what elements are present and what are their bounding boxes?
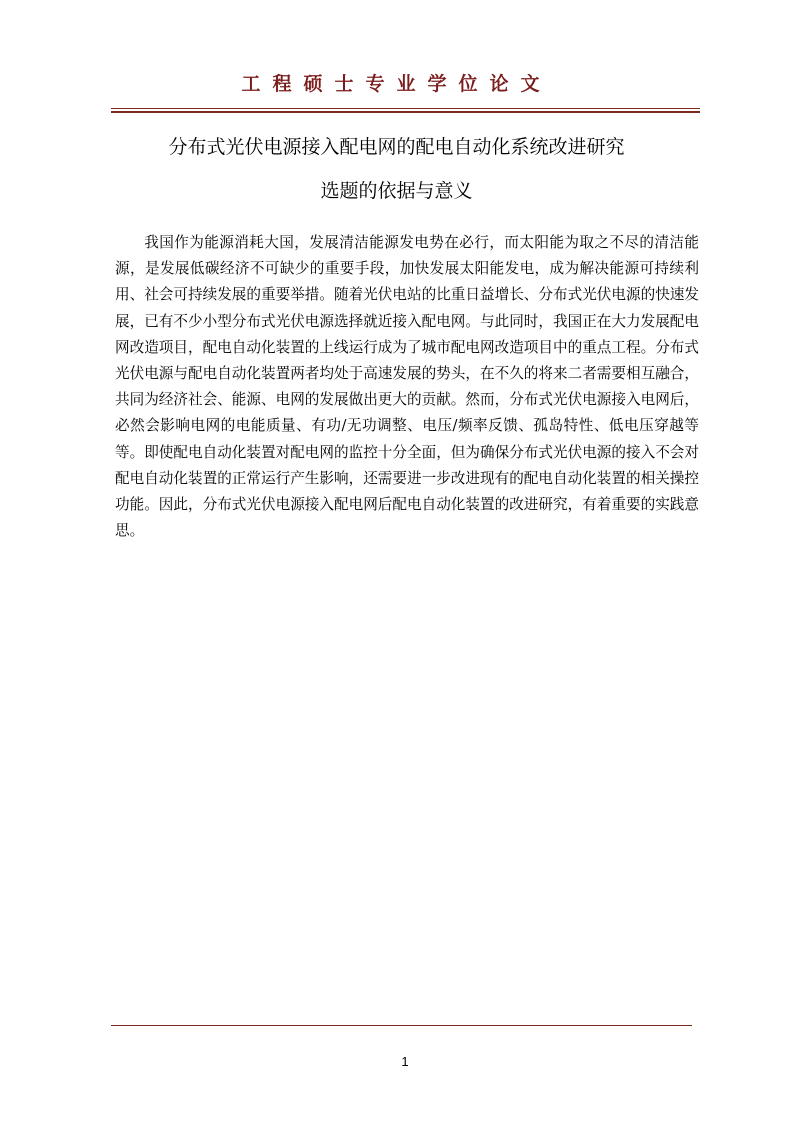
header-rule-thick <box>111 111 700 113</box>
thesis-title: 分布式光伏电源接入配电网的配电自动化系统改进研究 <box>168 136 625 158</box>
footer-rule <box>111 1025 692 1026</box>
header-rule-thin <box>111 108 700 109</box>
section-heading: 选题的依据与意义 <box>320 180 473 202</box>
body-paragraph: 我国作为能源消耗大国，发展清洁能源发电势在必行，而太阳能为取之不尽的清洁能源，是发展低碳经济不可缺少的重要手段，加快发展太阳能发电，成为解决能源可持续利用、社会可持续发展的重要举措。随着光伏电站的比重日益增长、分布式光伏电源的快速发展，已有不少小型分布式光伏电源选择就近接入配电网。与此同时，我国正在大力发展配电网改造项目，配电自动化装置的上线运行成为了城市配电网改造项目中的重点工程。分布式光伏电源与配电自动化装置两者均处于高速发展的势头，在不久的将来二者需要相互融合，共同为经济社会、能源、电网的发展做出更大的贡献。然而，分布式光伏电源接入电网后，必然会影响电网的电能质量、有功/无功调整、电压/频率反馈、孤岛特性、低电压穿越等等。即使配电自动化装置对配电网的监控十分全面，但为确保分布式光伏电源的接入不会对配电自动化装置的正常运行产生影响，还需要进一步改进现有的配电自动化装置的相关操控功能。因此，分布式光伏电源接入配电网后配电自动化装置的改进研究，有着重要的实践意思。 <box>115 234 699 540</box>
page-number: 1 <box>401 1054 409 1069</box>
running-header-title: 工程硕士专业学位论文 <box>241 73 552 95</box>
